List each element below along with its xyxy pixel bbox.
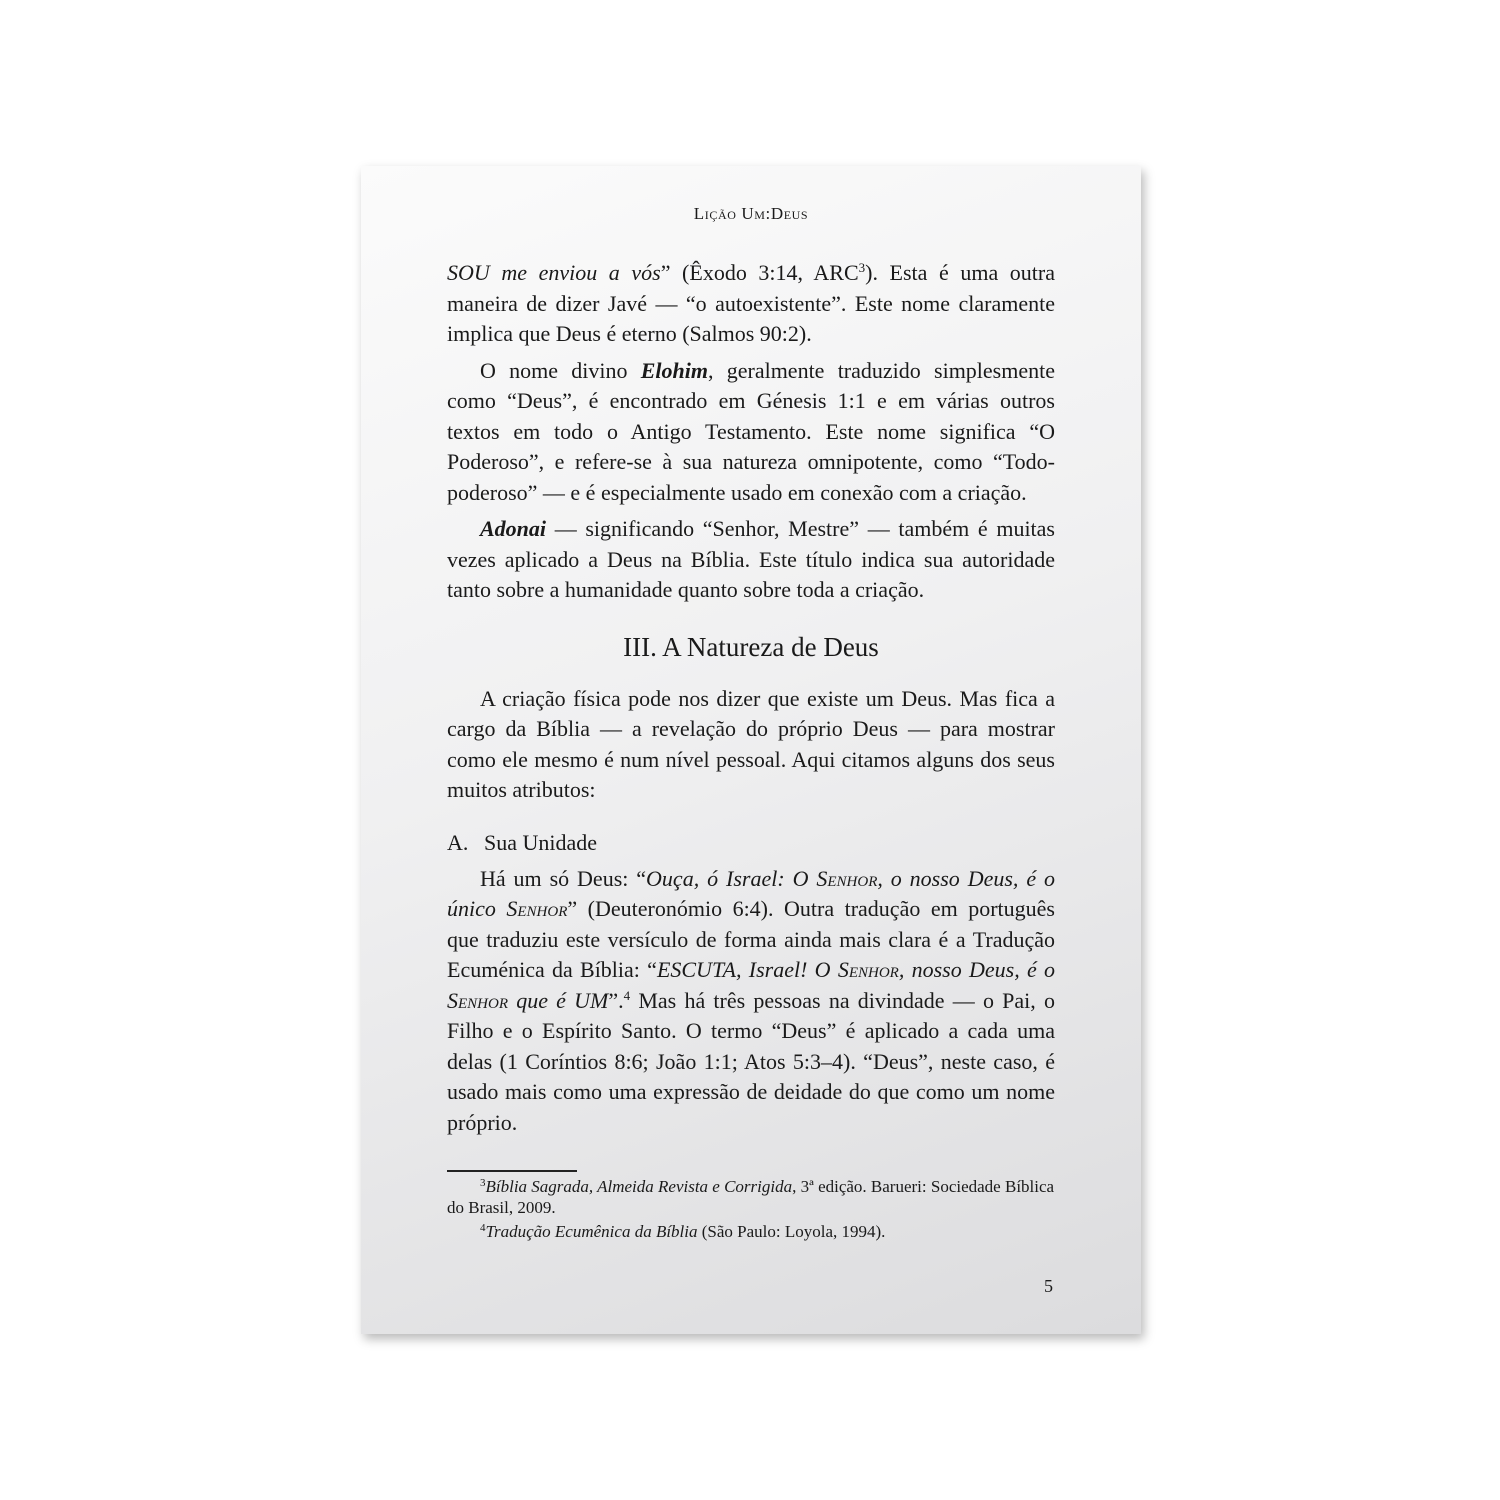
- page-number: 5: [1044, 1276, 1053, 1296]
- footnote-mark: 3: [480, 1177, 486, 1189]
- small-caps-lord: Senhor: [506, 896, 568, 921]
- footnote-title: Tradução Ecumênica da Bíblia: [485, 1222, 698, 1241]
- paragraph-elohim: [447, 356, 1055, 509]
- footnotes: [447, 1176, 1055, 1245]
- book-page: [361, 166, 1141, 1334]
- paragraph-text: ). Esta é uma outra maneira de dizer Javé — “o autoexistente”. Este nome claramente implica que Deus é eterno (Salmos 90:2).: [447, 260, 1055, 346]
- paragraph-text: O nome divino: [480, 357, 641, 383]
- small-caps-lord: Senhor: [837, 957, 899, 982]
- term-elohim: Elohim: [640, 357, 708, 383]
- paragraph-intro: A criação física pode nos dizer que existe um Deus. Mas fica a cargo da Bíblia — a revelação do próprio Deus — para mostrar como ele mesmo é num nível pessoal. Aqui citamos alguns dos seus muitos atributos:: [447, 685, 1055, 802]
- footnote-title: Bíblia Sagrada, Almeida Revista e Corrigida: [485, 1177, 793, 1196]
- subsection-letter: A.: [447, 829, 469, 855]
- footnote-divider: [447, 1170, 577, 1172]
- quote-italic: Ouça, ó Israel: O: [646, 865, 817, 891]
- footnote-ref-4: 4: [623, 987, 631, 1003]
- paragraph-text: Há um só Deus: “: [480, 865, 647, 891]
- running-head: Lição Um:Deus: [693, 204, 809, 223]
- paragraph-text: ” (Deuteronómio 6:4). Outra tradução em português que traduziu este versículo de forma ainda mais clara é a Tradução Ecuménica da Bíblia: “: [447, 896, 1055, 982]
- footnote-ref-3: 3: [858, 260, 866, 275]
- quote-italic: SOU me enviou a vós: [447, 260, 661, 285]
- paragraph-exodus: [447, 258, 1055, 350]
- small-caps-lord: Senhor: [816, 865, 878, 891]
- quote-italic: , nosso Deus, é o: [898, 957, 1055, 982]
- term-adonai: Adonai: [480, 516, 547, 541]
- quote-italic: ESCUTA, Israel! O: [656, 957, 838, 982]
- paragraph-adonai: [447, 514, 1055, 606]
- footnote-mark: 4: [480, 1222, 486, 1234]
- subsection-title: Sua Unidade: [484, 829, 598, 855]
- paragraph-unity: [447, 864, 1055, 1139]
- section-heading: III. A Natureza de Deus: [623, 631, 879, 662]
- paragraph-text: ”.: [608, 987, 624, 1013]
- footnote-text: (São Paulo: Loyola, 1994).: [697, 1222, 886, 1241]
- subsection-heading: [447, 828, 1055, 858]
- footnote-4: [447, 1221, 1055, 1242]
- small-caps-lord: Senhor: [447, 987, 508, 1013]
- footnote-3: [447, 1176, 1055, 1218]
- paragraph-text: ” (Êxodo 3:14, ARC: [660, 260, 859, 285]
- quote-italic: , o nosso Deus, é o único: [447, 865, 1056, 921]
- quote-italic: que é UM: [508, 987, 609, 1013]
- footnote-text: , 3ª edição. Barueri: Sociedade Bíblica do Brasil, 2009.: [447, 1177, 1055, 1217]
- paragraph-text: Mas há três pessoas na divindade — o Pai, o Filho e o Espírito Santo. O termo “Deus” é aplicado a cada uma delas (1 Coríntios 8:6; João 1:1; Atos 5:3–4). “Deus”, neste caso, é usado mais como uma expressão de deidade do que como um nome próprio.: [447, 987, 1055, 1135]
- paragraph-text: , geralmente traduzido simplesmente como “Deus”, é encontrado em Génesis 1:1 e em várias outros textos em todo o Antigo Testamento. Este nome significa “O Poderoso”, e refere-se à sua natureza omnipotente, como “Todo-poderoso” — e é especialmente usado em conexão com a criação.: [447, 357, 1055, 505]
- paragraph-text: — significando “Senhor, Mestre” — também é muitas vezes aplicado a Deus na Bíblia. Este título indica sua autoridade tanto sobre a humanidade quanto sobre toda a criação.: [447, 516, 1055, 602]
- body-text: [447, 258, 1055, 1144]
